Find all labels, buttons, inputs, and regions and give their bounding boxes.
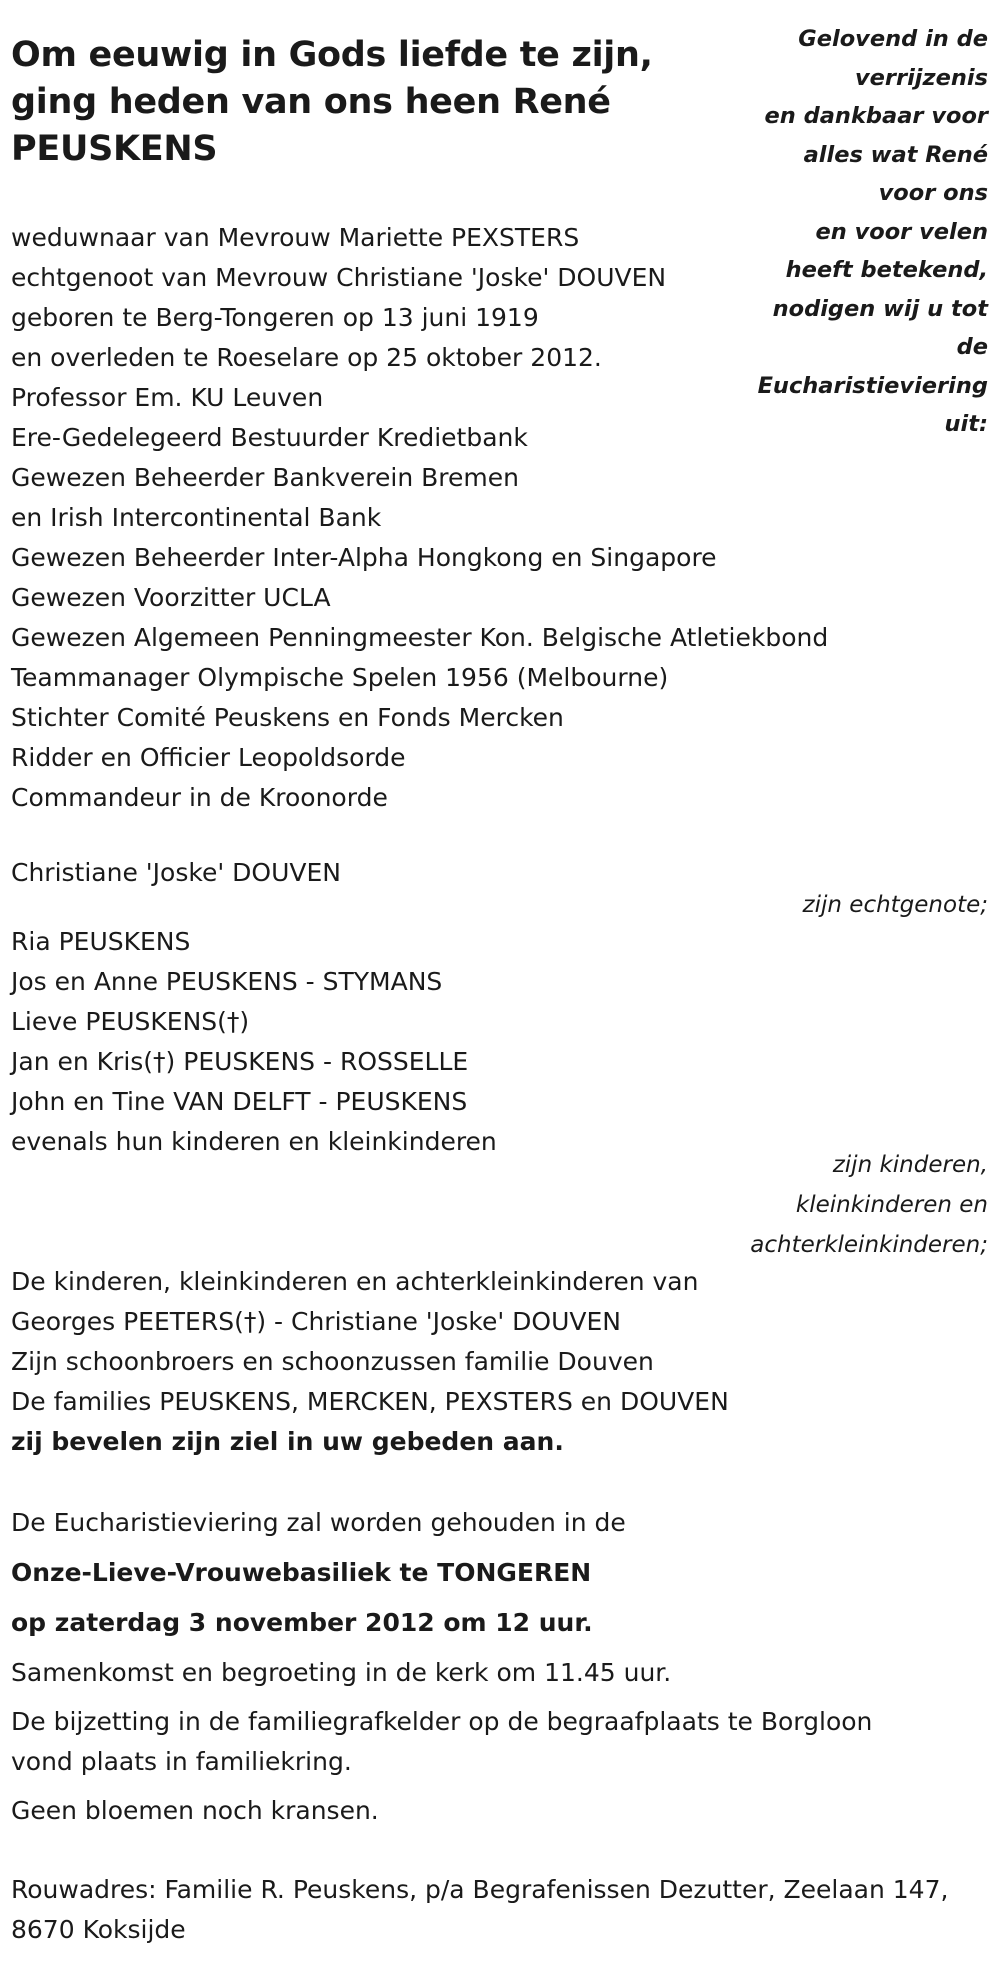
biography-line: Gewezen Beheerder Inter-Alpha Hongkong en Singapore bbox=[11, 543, 717, 572]
families-section bbox=[11, 1262, 991, 1462]
family-line: Georges PEETERS(†) - Christiane 'Joske' DOUVEN bbox=[11, 1307, 621, 1336]
biography-line: Gewezen Voorzitter UCLA bbox=[11, 583, 331, 612]
spouse-relation-text: zijn echtgenote; bbox=[802, 892, 988, 918]
flowers-notice-text: Geen bloemen noch kransen. bbox=[11, 1796, 379, 1825]
child-line: Jos en Anne PEUSKENS - STYMANS bbox=[11, 967, 443, 996]
biography-line: Stichter Comité Peuskens en Fonds Mercken bbox=[11, 703, 564, 732]
children-relation-line: achterkleinkinderen; bbox=[750, 1232, 988, 1258]
child-line: Lieve PEUSKENS(†) bbox=[11, 1007, 250, 1036]
biography-line: Gewezen Beheerder Bankverein Bremen bbox=[11, 463, 519, 492]
spouse-name: Christiane 'Joske' DOUVEN bbox=[11, 858, 341, 887]
biography-line: Teammanager Olympische Spelen 1956 (Melbourne) bbox=[11, 663, 669, 692]
motto-line: de bbox=[956, 334, 988, 360]
child-line: Ria PEUSKENS bbox=[11, 927, 191, 956]
heading-line: PEUSKENS bbox=[11, 129, 218, 169]
announcement-heading bbox=[11, 32, 691, 173]
spouse-relation bbox=[803, 885, 988, 925]
biography-line: geboren te Berg-Tongeren op 13 juni 1919 bbox=[11, 303, 539, 332]
motto-line: uit: bbox=[944, 411, 988, 437]
address-line: 8670 Koksijde bbox=[11, 1915, 186, 1944]
closing-prayer: zij bevelen zijn ziel in uw gebeden aan. bbox=[11, 1427, 564, 1456]
ceremony-location-text: Onze-Lieve-Vrouwebasiliek te TONGEREN bbox=[11, 1558, 592, 1587]
family-line: Zijn schoonbroers en schoonzussen familie Douven bbox=[11, 1347, 654, 1376]
ceremony-datetime bbox=[11, 1603, 991, 1643]
biography-line: Gewezen Algemeen Penningmeester Kon. Belgische Atletiekbond bbox=[11, 623, 829, 652]
ceremony-gathering bbox=[11, 1653, 991, 1693]
biography-line: Ere-Gedelegeerd Bestuurder Kredietbank bbox=[11, 423, 528, 452]
ceremony-intro bbox=[11, 1503, 991, 1543]
ceremony-datetime-text: op zaterdag 3 november 2012 om 12 uur. bbox=[11, 1608, 593, 1637]
biography-line: echtgenoot van Mevrouw Christiane 'Joske' DOUVEN bbox=[11, 263, 667, 292]
biography-line: weduwnaar van Mevrouw Mariette PEXSTERS bbox=[11, 223, 580, 252]
burial-notice bbox=[11, 1702, 991, 1782]
ceremony-intro-text: De Eucharistieviering zal worden gehouden in de bbox=[11, 1508, 626, 1537]
motto-line: nodigen wij u tot bbox=[772, 295, 988, 322]
motto-line: verrijzenis bbox=[854, 64, 988, 91]
motto-line: alles wat René bbox=[803, 141, 988, 168]
heading-line: Om eeuwig in Gods liefde te zijn, bbox=[11, 35, 653, 75]
child-line: evenals hun kinderen en kleinkinderen bbox=[11, 1127, 497, 1156]
heading-line: ging heden van ons heen René bbox=[11, 82, 611, 122]
biography-line: en overleden te Roeselare op 25 oktober 2012. bbox=[11, 343, 602, 372]
children-relation bbox=[750, 1145, 988, 1265]
ceremony-gathering-text: Samenkomst en begroeting in de kerk om 11.45 uur. bbox=[11, 1658, 672, 1687]
family-line: De families PEUSKENS, MERCKEN, PEXSTERS en DOUVEN bbox=[11, 1387, 729, 1416]
children-section bbox=[11, 922, 991, 1162]
motto-line: en voor velen bbox=[815, 218, 988, 245]
address-line: Rouwadres: Familie R. Peuskens, p/a Begrafenissen Dezutter, Zeelaan 147, bbox=[11, 1875, 949, 1904]
biography-line: en Irish Intercontinental Bank bbox=[11, 503, 382, 532]
child-line: John en Tine VAN DELFT - PEUSKENS bbox=[11, 1087, 468, 1116]
motto-line: en dankbaar voor bbox=[764, 103, 988, 129]
child-line: Jan en Kris(†) PEUSKENS - ROSSELLE bbox=[11, 1047, 469, 1076]
burial-line: De bijzetting in de familiegrafkelder op de begraafplaats te Borgloon bbox=[11, 1707, 873, 1736]
ceremony-location bbox=[11, 1553, 991, 1593]
children-relation-line: kleinkinderen en bbox=[795, 1192, 988, 1218]
family-line: De kinderen, kleinkinderen en achterkleinkinderen van bbox=[11, 1267, 699, 1296]
biography-line: Commandeur in de Kroonorde bbox=[11, 783, 388, 812]
motto-line: voor ons bbox=[878, 180, 988, 206]
flowers-notice bbox=[11, 1791, 991, 1831]
mourning-address bbox=[11, 1870, 991, 1950]
motto-line: Eucharistieviering bbox=[757, 372, 988, 399]
children-relation-line: zijn kinderen, bbox=[832, 1152, 988, 1178]
burial-line: vond plaats in familiekring. bbox=[11, 1747, 352, 1776]
motto-line: heeft betekend, bbox=[785, 257, 988, 283]
biography-line: Professor Em. KU Leuven bbox=[11, 383, 324, 412]
motto-line: Gelovend in de bbox=[798, 26, 988, 52]
biography-line: Ridder en Officier Leopoldsorde bbox=[11, 743, 406, 772]
biography bbox=[11, 218, 991, 818]
